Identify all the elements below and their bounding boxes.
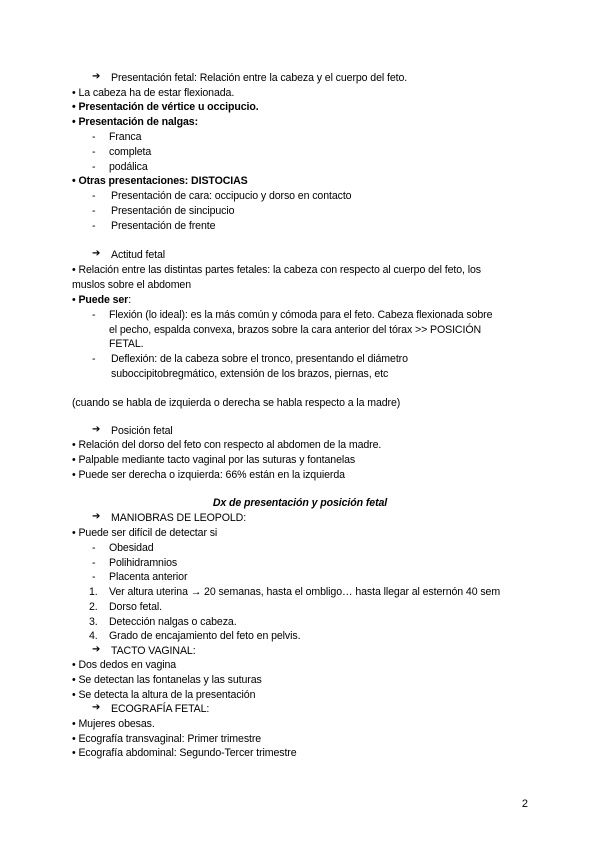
bullet-icon: • <box>72 733 76 745</box>
bullet-icon: • <box>72 674 76 686</box>
list-number: 2. <box>89 601 98 613</box>
bullet-item: • Presentación de vértice u occipucio. <box>72 101 259 113</box>
bullet-item: • Puede ser difícil de detectar si <box>72 527 218 539</box>
dash-icon: - <box>92 542 96 554</box>
list-item: completa <box>109 146 152 158</box>
bullet-icon: • <box>72 454 76 466</box>
dash-icon: - <box>92 161 96 173</box>
list-number: 1. <box>89 586 98 598</box>
list-item: Franca <box>109 131 142 143</box>
list-item: Obesidad <box>109 542 154 554</box>
list-item-continuation: suboccipitobregmático, extensión de los brazos, piernas, etc <box>111 368 389 380</box>
bullet-item: • Mujeres obesas. <box>72 718 155 730</box>
list-item-continuation: el pecho, espalda convexa, brazos sobre la cara anterior del tórax >> POSICIÓN <box>109 324 482 336</box>
bullet-item: • Relación entre las distintas partes fetales: la cabeza con respecto al cuerpo del feto, los <box>72 264 481 276</box>
bullet-item: • Relación del dorso del feto con respecto al abdomen de la madre. <box>72 439 382 451</box>
dash-icon: - <box>92 220 96 232</box>
bullet-item: • Puede ser: <box>72 294 132 306</box>
list-item: Grado de encajamiento del feto en pelvis. <box>109 630 301 642</box>
arrow-icon: ➔ <box>92 71 101 82</box>
eco-title: ECOGRAFÍA FETAL: <box>111 703 210 715</box>
list-item-continuation: FETAL. <box>109 338 144 350</box>
list-item: Presentación de frente <box>111 220 216 232</box>
tacto-title: TACTO VAGINAL: <box>111 645 196 657</box>
arrow-icon: ➔ <box>92 248 101 259</box>
dash-icon: - <box>92 131 96 143</box>
list-item: Ver altura uterina → 20 semanas, hasta el ombligo… hasta llegar al esternón 40 sem <box>109 586 501 598</box>
arrow-icon: ➔ <box>92 702 101 713</box>
bullet-icon: • <box>72 116 76 128</box>
dash-icon: - <box>92 571 96 583</box>
bullet-item: • Se detecta la altura de la presentación <box>72 689 256 701</box>
bullet-icon: • <box>72 101 76 113</box>
bullet-item: • Ecografía abdominal: Segundo-Tercer trimestre <box>72 747 297 759</box>
list-number: 3. <box>89 616 98 628</box>
bullet-continuation: muslos sobre el abdomen <box>72 279 192 291</box>
dash-icon: - <box>92 353 96 365</box>
bullet-icon: • <box>72 87 76 99</box>
page-number: 2 <box>521 798 528 810</box>
bullet-icon: • <box>72 747 76 759</box>
bullet-icon: • <box>72 689 76 701</box>
list-item: podálica <box>109 161 148 173</box>
list-item: Polihidramnios <box>109 557 178 569</box>
dash-icon: - <box>92 146 96 158</box>
bullet-icon: • <box>72 264 76 276</box>
bullet-item: • Otras presentaciones: DISTOCIAS <box>72 175 248 187</box>
arrow-icon: ➔ <box>92 644 101 655</box>
list-item: Deflexión: de la cabeza sobre el tronco, presentando el diámetro <box>111 353 408 365</box>
dash-icon: - <box>92 557 96 569</box>
bullet-icon: • <box>72 659 76 671</box>
bullet-icon: • <box>72 718 76 730</box>
bullet-item: • Ecografía transvaginal: Primer trimestre <box>72 733 262 745</box>
note-text: (cuando se habla de izquierda o derecha se habla respecto a la madre) <box>72 397 401 409</box>
bullet-icon: • <box>72 469 76 481</box>
posicion-title: Posición fetal <box>111 425 173 437</box>
list-number: 4. <box>89 630 98 642</box>
bullet-item: • Se detectan las fontanelas y las suturas <box>72 674 262 686</box>
bullet-icon: • <box>72 527 76 539</box>
dash-icon: - <box>92 205 96 217</box>
bullet-icon: • <box>72 294 76 306</box>
bullet-item: • Presentación de nalgas: <box>72 116 199 128</box>
list-item: Presentación de cara: occipucio y dorso en contacto <box>111 190 352 202</box>
bullet-item: • Palpable mediante tacto vaginal por las suturas y fontanelas <box>72 454 356 466</box>
dash-icon: - <box>92 309 96 321</box>
actitud-title: Actitud fetal <box>111 249 166 261</box>
list-item: Flexión (lo ideal): es la más común y cómoda para el feto. Cabeza flexionada sobre <box>109 309 493 321</box>
list-item: Placenta anterior <box>109 571 188 583</box>
arrow-icon: ➔ <box>92 424 101 435</box>
bullet-item: • La cabeza ha de estar flexionada. <box>72 87 235 99</box>
leopold-title: MANIOBRAS DE LEOPOLD: <box>111 512 247 524</box>
list-item: Dorso fetal. <box>109 601 162 613</box>
bullet-icon: • <box>72 175 76 187</box>
arrow-icon: ➔ <box>92 511 101 522</box>
list-item: Presentación de sincipucio <box>111 205 235 217</box>
bullet-icon: • <box>72 439 76 451</box>
bullet-item: • Dos dedos en vagina <box>72 659 177 671</box>
dash-icon: - <box>92 190 96 202</box>
section-heading: Dx de presentación y posición fetal <box>212 497 388 509</box>
list-item: Detección nalgas o cabeza. <box>109 616 237 628</box>
presentacion-title: Presentación fetal: Relación entre la cabeza y el cuerpo del feto. <box>111 72 408 84</box>
bullet-item: • Puede ser derecha o izquierda: 66% están en la izquierda <box>72 469 345 481</box>
